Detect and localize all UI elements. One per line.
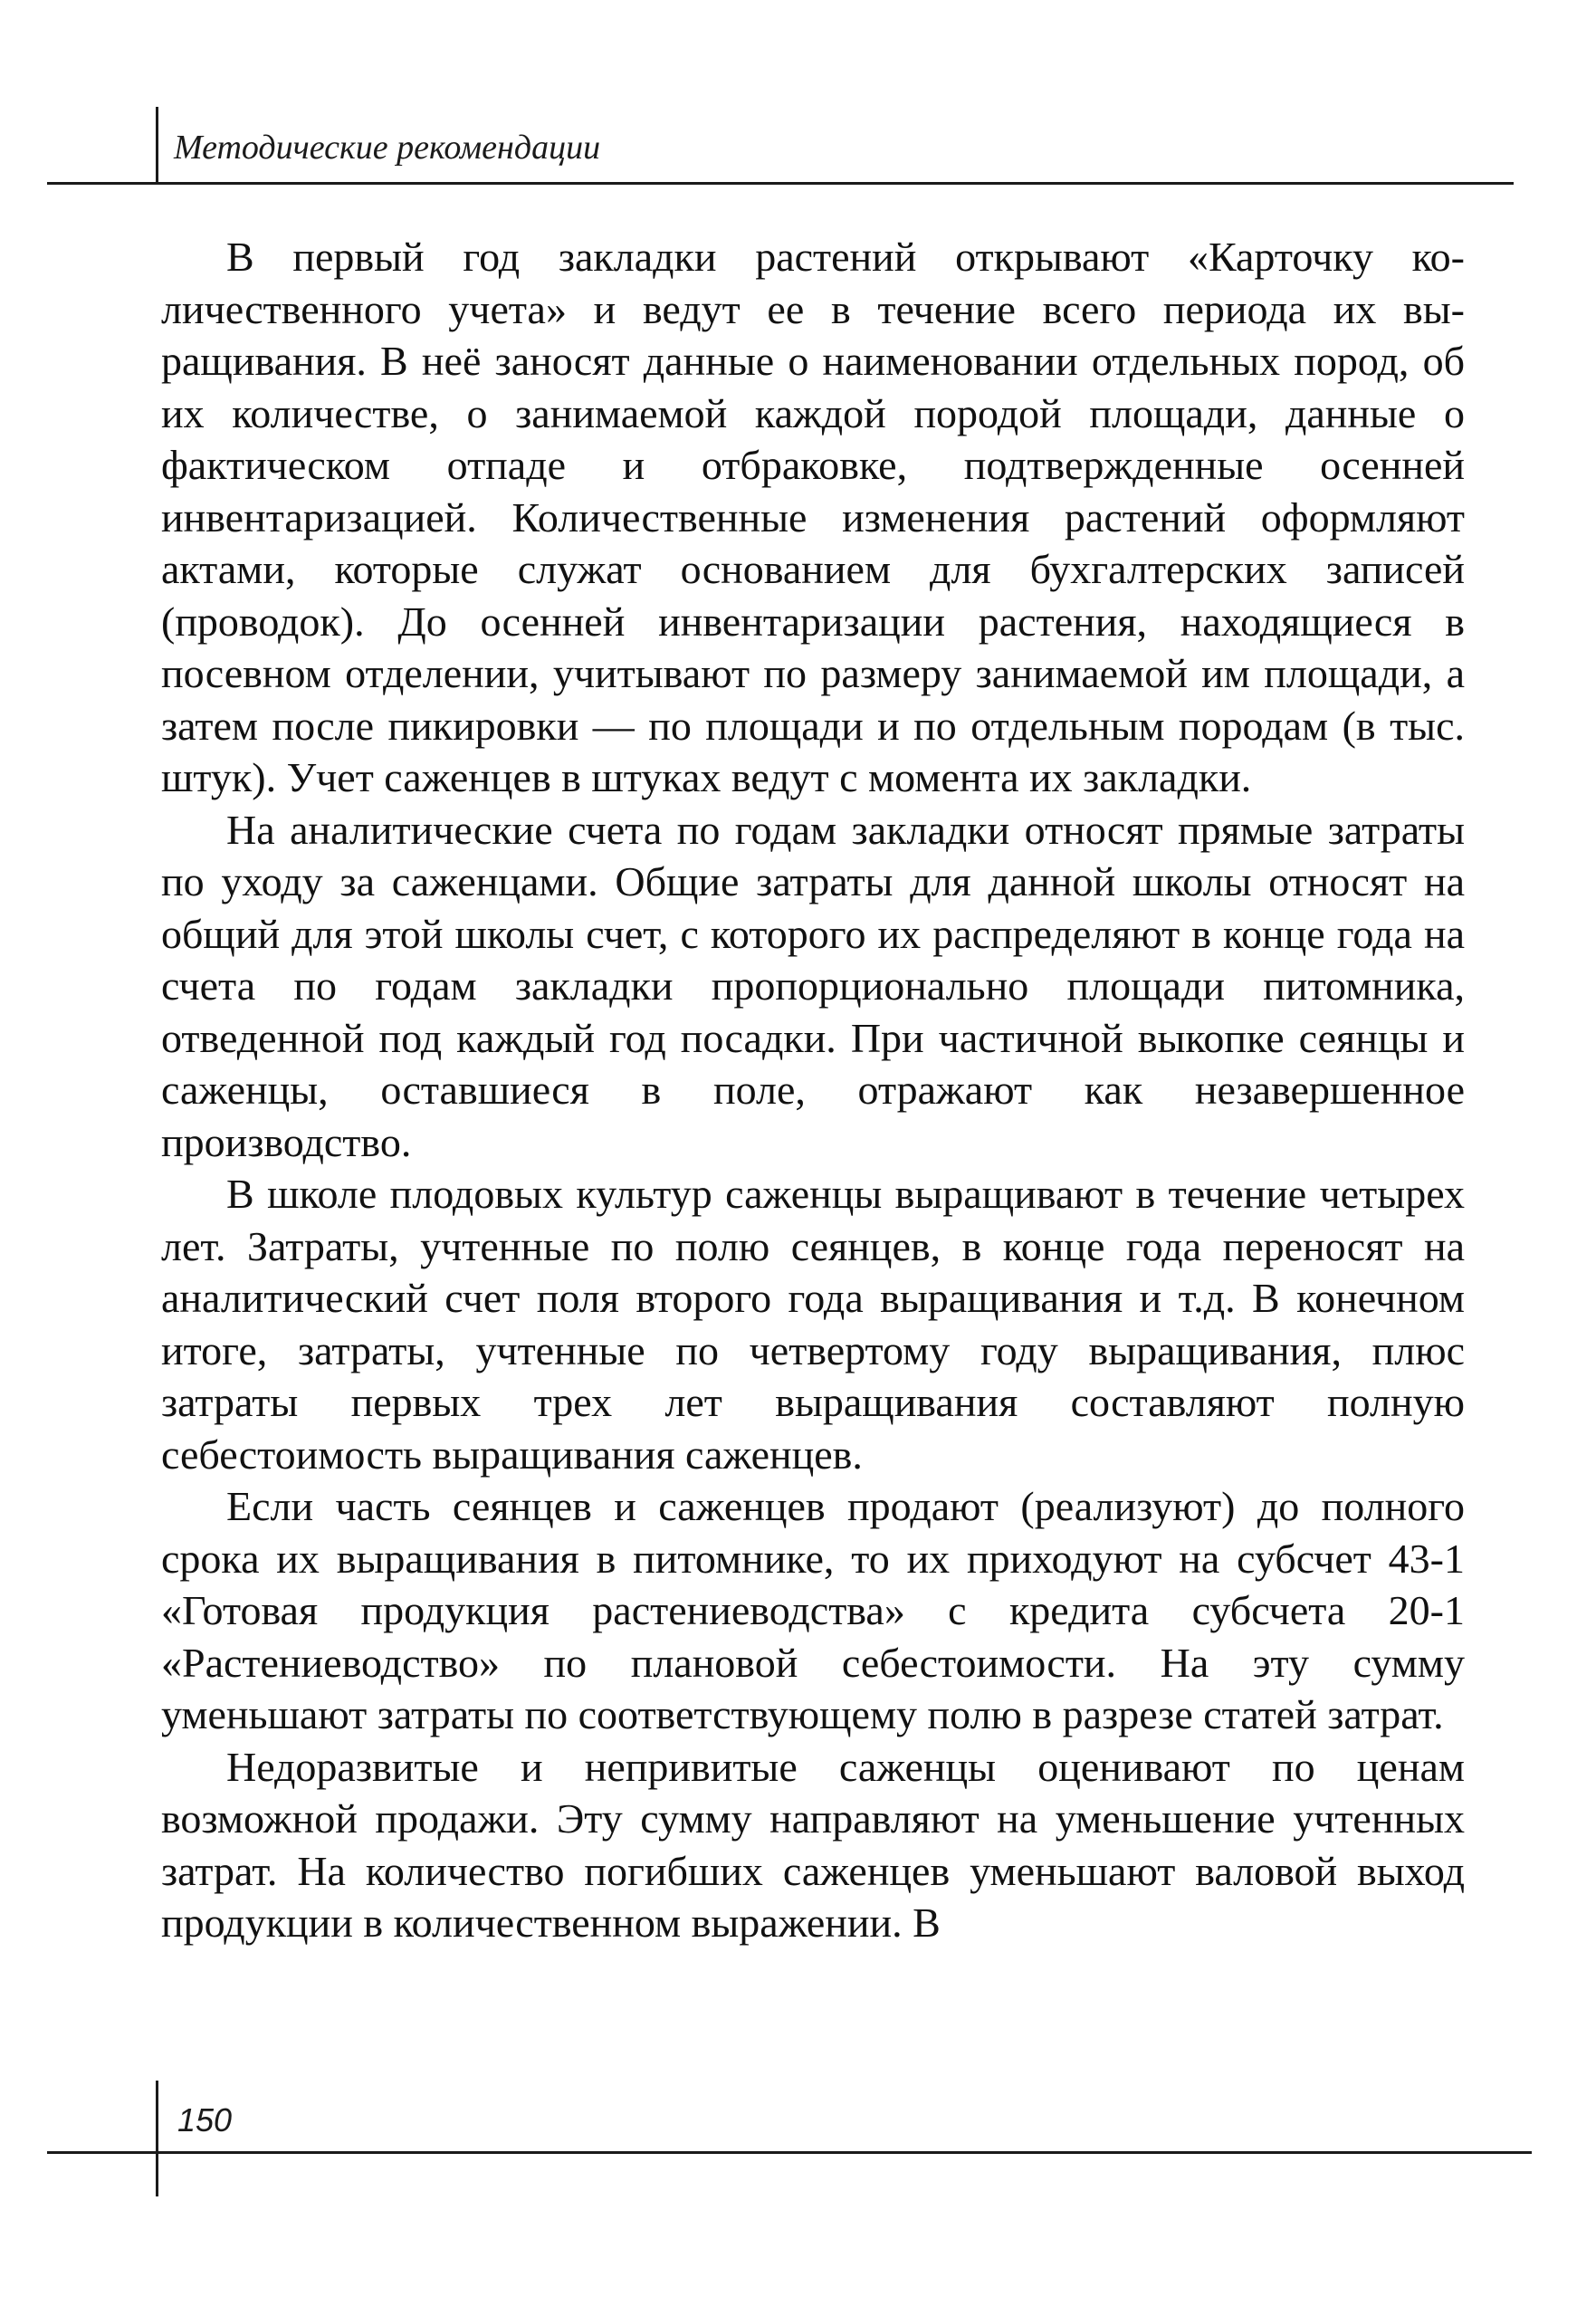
paragraph-1: В первый год закладки растений открывают «Карточку количественного учета» и ведут ее в течение всего периода их выращивания. В неё заносят данные о наименовании отдельных пород, об их количестве, о занимаемой каждой породой площади, данные о фактическом отпаде и отбраковке, подтвержденные осенней инвентаризацией. Количественные изменения растений оформляют актами, которые служат основанием для бухгалтерских записей (проводок). До осенней инвентаризации растения, находящиеся в посевном отделении, учитывают по размеру занимаемой им площади, а затем после пикировки — по площади и по отдельным породам (в тыс. штук). Учет саженцев в штуках ведут с момента их закладки. [161, 234, 1465, 800]
paragraph-3: В школе плодовых культур саженцы выращивают в течение четырех лет. Затраты, учтенные по полю сеянцев, в конце года переносят на аналитический счет поля второго года выращивания и т.д. В конечном итоге, затраты, учтенные по четвертому году выращивания, плюс затраты первых трех лет выращивания составляют полную себестоимость выращивания саженцев. [161, 1171, 1465, 1478]
footer-horizontal-rule [47, 2151, 1532, 2154]
header-vertical-rule [156, 107, 158, 185]
paragraph-5: Недоразвитые и непривитые саженцы оценивают по ценам возможной продажи. Эту сумму направляют на уменьшение учтенных затрат. На количество погибших саженцев уменьшают валовой выход продукции в количественном выражении. В [161, 1743, 1465, 1946]
running-head: Методические рекомендации [174, 129, 601, 167]
page-body [161, 231, 1465, 1949]
paragraph-2: На аналитические счета по годам закладки относят прямые затраты по уходу за саженцами. Общие затраты для данной школы относят на общий для этой школы счет, с которого их распределяют в конце года на счета по годам закладки пропорционально площади питомника, отведенной под каждый год посадки. При частичной выкопке сеянцы и саженцы, оставшиеся в поле, отражают как незавершенное производство. [161, 806, 1465, 1165]
footer-vertical-rule [156, 2081, 158, 2196]
page-number: 150 [177, 2101, 233, 2139]
paragraph-4: Если часть сеянцев и саженцев продают (реализуют) до полного срока их выращивания в питомнике, то их приходуют на субсчет 43-1 «Готовая продукция растениеводства» с кредита субсчета 20-1 «Растениеводство» по плановой себестоимости. На эту сумму уменьшают затраты по соответствующему полю в разрезе статей затрат. [161, 1483, 1465, 1737]
header-horizontal-rule [47, 182, 1514, 185]
